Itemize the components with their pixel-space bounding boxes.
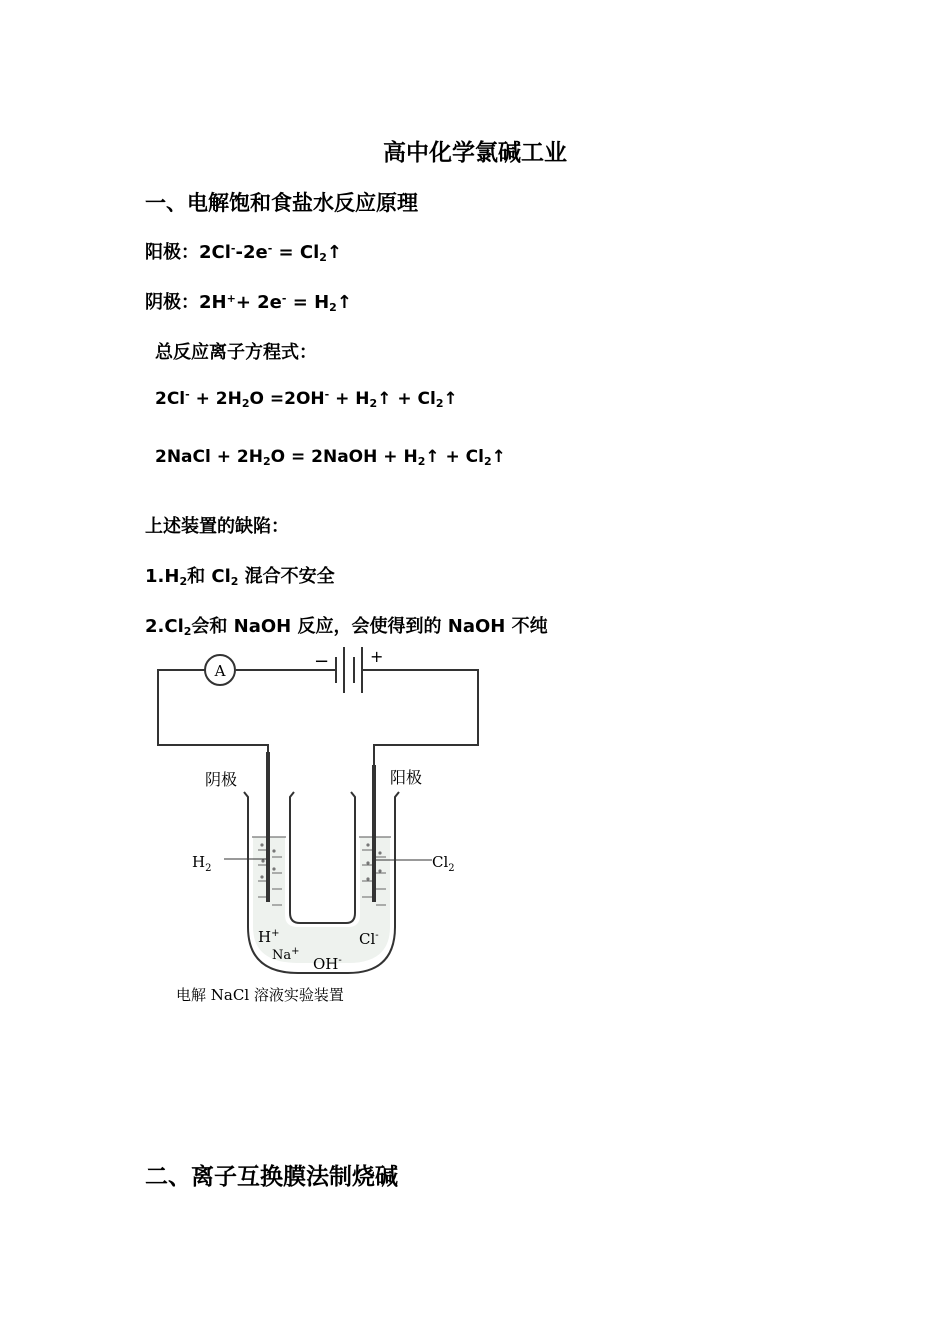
h2-gas-label: $H_2$ [192, 853, 212, 874]
figure-caption: 电解 NaCl 溶液实验装置 [176, 986, 344, 1004]
section-1-heading: 一、电解饱和食盐水反应原理 [145, 191, 418, 215]
circuit-wire-right [363, 670, 478, 765]
cathode-label: 阴极 [145, 292, 181, 313]
na-ion-label: Na+ [272, 946, 300, 963]
battery-minus-sign: − [314, 651, 330, 672]
overall-reaction-label: 总反应离子方程式： [155, 342, 317, 363]
ammeter-label: A [214, 662, 226, 680]
cathode-electrode [266, 752, 270, 902]
cl2-gas-label: $Cl_2$ [432, 853, 455, 874]
electrolysis-diagram [148, 645, 488, 1010]
defects-label: 上述装置的缺陷： [145, 516, 289, 537]
anode-electrode [372, 765, 376, 902]
defect-item-1: $1.H_2$和 $Cl_2$ 混合不安全 [145, 566, 335, 588]
figure-anode-label: 阳极 [390, 768, 423, 787]
h-ion-label: H+ [258, 928, 280, 946]
oh-ion-label: OH- [313, 955, 342, 973]
u-tube-inner [290, 792, 355, 923]
cathode-equation: 阴极：$2H^++ 2e^- = H_2↑$ [145, 292, 352, 314]
section-2-heading: 二、离子互换膜法制烧碱 [145, 1164, 398, 1190]
electrolysis-apparatus-figure [148, 645, 488, 1010]
ionic-equation: $2Cl^- + 2H_2O =2OH^-$ + $H_2↑$ + $Cl_2↑$ [155, 388, 458, 410]
molecular-equation: 2NaCl + $2H_2O$ = 2NaOH + $H_2↑$ + $Cl_2↑$ [155, 447, 506, 468]
figure-cathode-label: 阴极 [205, 770, 238, 789]
battery-plus-sign: + [370, 647, 384, 666]
anode-equation: 阳极：$2Cl^--2e^- = Cl_2↑$ [145, 242, 343, 264]
defect-item-2: $2.Cl_2$会和 NaOH 反应，会使得到的 NaOH 不纯 [145, 616, 548, 638]
cl-ion-label: Cl- [359, 930, 379, 948]
page-title: 高中化学氯碱工业 [383, 140, 567, 166]
anode-label: 阳极 [145, 242, 181, 263]
